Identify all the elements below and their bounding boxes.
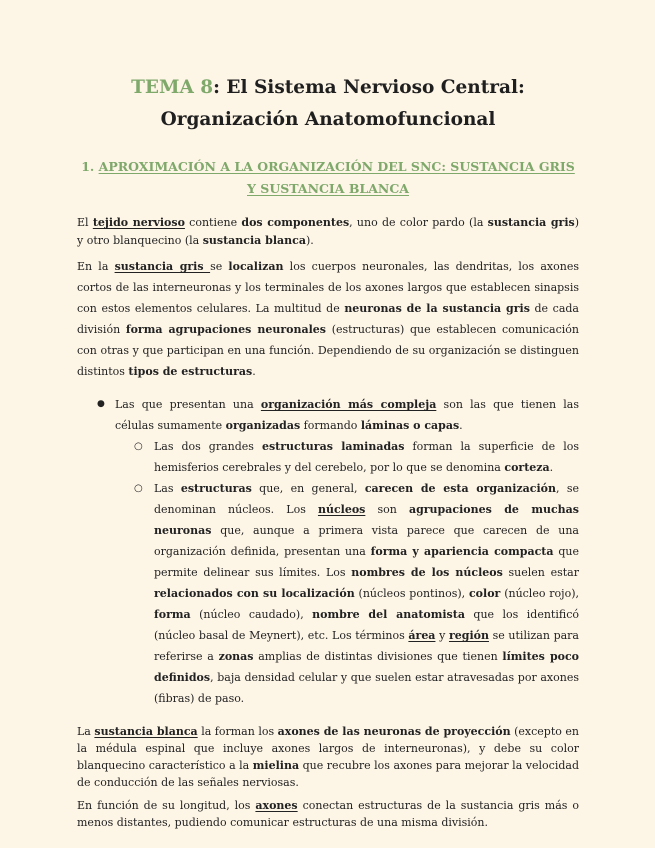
term-sustancia-blanca: sustancia blanca <box>202 234 306 247</box>
text: que recubre los axones para mejorar la velocidad de conducción de las señales nerviosas. <box>77 759 579 789</box>
bullet-list <box>77 394 579 709</box>
term-tejido-nervioso: tejido nervioso <box>92 216 185 229</box>
term-sustancia-gris: sustancia gris <box>487 216 575 229</box>
text: contiene <box>184 216 242 229</box>
text: ). <box>305 234 314 247</box>
term-zonas: zonas <box>218 650 254 663</box>
term-localizacion: relacionados con su localización <box>154 587 355 600</box>
text: . <box>549 461 554 474</box>
term-region: región <box>448 629 489 642</box>
list-item <box>77 394 579 709</box>
text: suelen estar <box>502 566 579 579</box>
term-area: área <box>408 629 436 642</box>
bullet-disc-icon: ● <box>97 399 105 409</box>
text: los cuerpos neuronales, las dendritas, los axones cortos de las interneuronas y los terminales de los axones largos que establecen sinapsis con estos elementos celulares. La multitud de <box>77 260 579 315</box>
text: (núcleo caudado), <box>190 608 313 621</box>
term-color: color <box>468 587 501 600</box>
bullet-circle-icon: ○ <box>134 441 143 452</box>
text: se <box>210 260 229 273</box>
title-text: : El Sistema Nervioso Central: Organización Anatomofuncional <box>160 77 525 130</box>
term-agrupaciones: forma agrupaciones neuronales <box>125 323 326 336</box>
term-forma: forma <box>154 608 191 621</box>
text: son <box>365 503 409 516</box>
term-estructuras: estructuras <box>180 482 252 495</box>
text: . <box>459 419 463 432</box>
text: que permite delinear sus límites. Los <box>154 545 579 579</box>
paragraph-sustancia-blanca <box>77 723 579 791</box>
term-limites: límites poco definidos <box>154 650 580 684</box>
text: Las que presentan una <box>115 398 261 411</box>
term-organizacion-compleja: organización más compleja <box>260 398 437 411</box>
term-neuronas: neuronas de la sustancia gris <box>344 302 530 315</box>
text: amplias de distintas divisiones que tienen <box>253 650 503 663</box>
text: que, aunque a primera vista parece que carecen de una organización definida, presentan una <box>154 524 579 558</box>
term-dos-componentes: dos componentes <box>241 216 350 229</box>
text: (estructuras) que establecen comunicación con otras y que participan en una función. Dependiendo de su organización se distinguen distintos <box>77 323 579 378</box>
text: que, en general, <box>251 482 365 495</box>
term-organizadas: organizadas <box>225 419 301 432</box>
text: (núcleo rojo), <box>500 587 580 600</box>
bullet-circle-icon: ○ <box>134 483 143 494</box>
term-carecen: carecen de esta organización <box>364 482 556 495</box>
term-axones-proyeccion: axones de las neuronas de proyección <box>277 725 511 738</box>
text: son las que tienen las células sumamente <box>115 398 580 432</box>
text: forman la superficie de los hemisferios cerebrales y del cerebelo, por lo que se denomina <box>154 440 579 474</box>
term-forma-apariencia: forma y apariencia compacta <box>370 545 554 558</box>
text: En función de su longitud, los <box>77 799 256 812</box>
text: la forman los <box>197 725 278 738</box>
term-laminas: láminas o capas <box>360 419 460 432</box>
text: , uno de color pardo (la <box>349 216 488 229</box>
text: El <box>77 216 93 229</box>
section-heading-text: APROXIMACIÓN A LA ORGANIZACIÓN DEL SNC: SUSTANCIA GRIS Y SUSTANCIA BLANCA <box>98 159 575 196</box>
term-localizan: localizan <box>228 260 284 273</box>
text: (núcleos pontinos), <box>354 587 469 600</box>
term-nombre-anatomista: nombre del anatomista <box>312 608 465 621</box>
text: , baja densidad celular y que suelen estar atravesadas por axones (fibras) de paso. <box>154 671 579 705</box>
term-nucleos: núcleos <box>317 503 366 516</box>
section-number: 1. <box>81 159 99 174</box>
text: Las dos grandes <box>154 440 262 453</box>
text: ) y otro blanquecino (la <box>77 216 580 247</box>
term-sustancia-blanca: sustancia blanca <box>94 725 198 738</box>
paragraph-axones <box>77 797 579 831</box>
text: Las <box>154 482 181 495</box>
term-tipos: tipos de estructuras <box>128 365 253 378</box>
term-axones: axones <box>255 799 298 812</box>
text: se utilizan para referirse a <box>154 629 579 663</box>
section-heading <box>77 156 579 200</box>
text: formando <box>300 419 361 432</box>
text: , se denominan núcleos. Los <box>154 482 579 516</box>
page-title <box>77 72 579 136</box>
term-nombres-nucleos: nombres de los núcleos <box>351 566 503 579</box>
term-sustancia-gris: sustancia gris <box>114 260 211 273</box>
text: . <box>252 365 256 378</box>
title-tema: TEMA 8 <box>131 77 214 98</box>
paragraph-sustancia-gris <box>77 256 579 382</box>
sub-list-item <box>114 436 579 478</box>
text: y <box>435 629 449 642</box>
text: La <box>77 725 95 738</box>
term-mielina: mielina <box>252 759 300 772</box>
text: conectan estructuras de la sustancia gris más o menos distantes, pudiendo comunicar estructuras de una misma división. <box>77 799 579 829</box>
term-agrupaciones-neuronas: agrupaciones de muchas neuronas <box>154 503 579 537</box>
text: En la <box>77 260 115 273</box>
sub-list <box>115 436 579 709</box>
term-estructuras-laminadas: estructuras laminadas <box>261 440 405 453</box>
term-corteza: corteza <box>504 461 550 474</box>
text: (excepto en la médula espinal que incluye axones largos de interneuronas), y debe su color blanquecino característico a la <box>77 725 579 772</box>
text: de cada división <box>77 302 579 336</box>
paragraph-components <box>77 214 579 250</box>
sub-list-item <box>114 478 579 709</box>
text: que los identificó (núcleo basal de Meynert), etc. Los términos <box>154 608 579 642</box>
